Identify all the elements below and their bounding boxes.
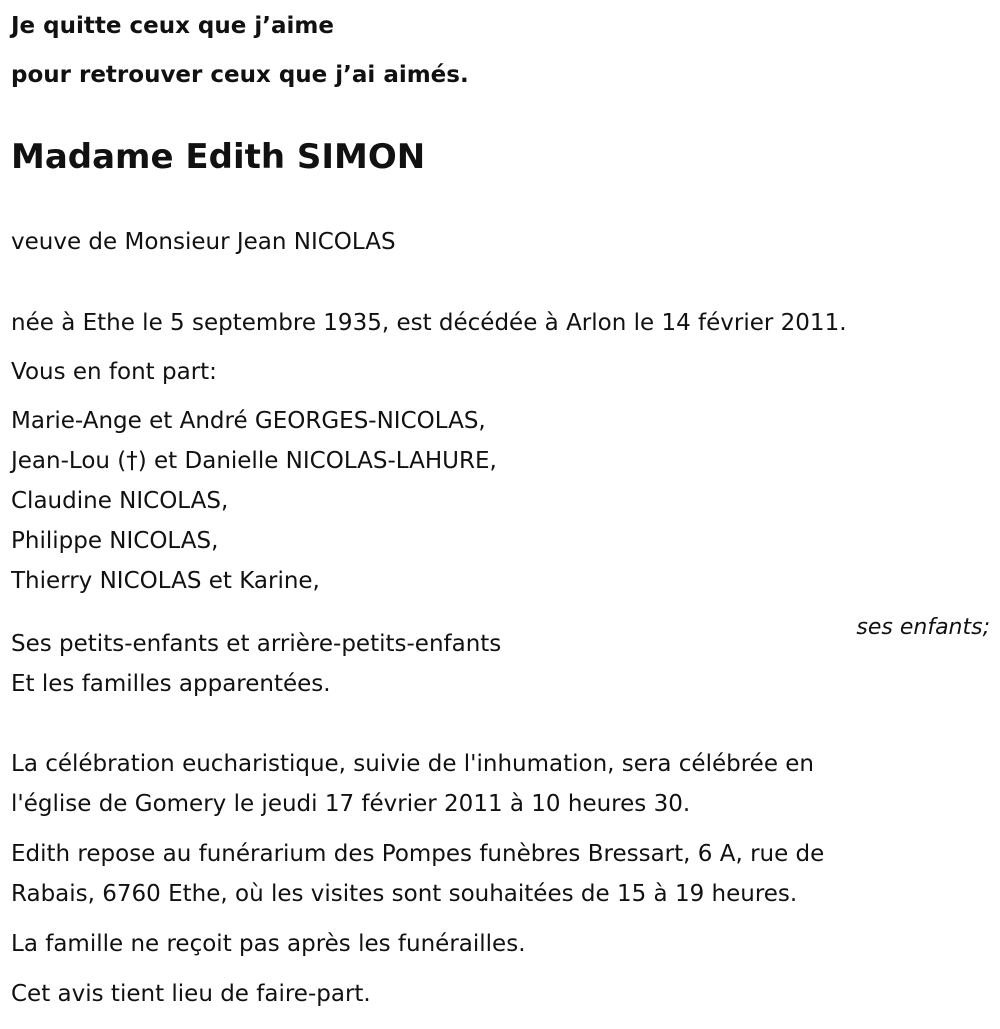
birth-death-line: née à Ethe le 5 septembre 1935, est décédée à Arlon le 14 février 2011.	[11, 310, 847, 336]
child-line-3: Claudine NICOLAS,	[11, 488, 229, 514]
child-line-1: Marie-Ange et André GEORGES-NICOLAS,	[11, 408, 486, 434]
ceremony-line-1: La célébration eucharistique, suivie de l'inhumation, sera célébrée en	[11, 751, 815, 777]
quote-line-2: pour retrouver ceux que j’ai aimés.	[11, 62, 469, 88]
deceased-name: Madame Edith SIMON	[11, 137, 426, 177]
families-line: Et les familles apparentées.	[11, 671, 331, 697]
notice-line: Cet avis tient lieu de faire-part.	[11, 981, 371, 1007]
announcement-intro: Vous en font part:	[11, 359, 217, 385]
child-line-4: Philippe NICOLAS,	[11, 528, 219, 554]
no-reception-line: La famille ne reçoit pas après les funérailles.	[11, 931, 526, 957]
widow-of-line: veuve de Monsieur Jean NICOLAS	[11, 229, 396, 255]
ceremony-line-2: l'église de Gomery le jeudi 17 février 2011 à 10 heures 30.	[11, 791, 691, 817]
grandchildren-line: Ses petits-enfants et arrière-petits-enfants	[11, 631, 502, 657]
visit-line-2: Rabais, 6760 Ethe, où les visites sont souhaitées de 15 à 19 heures.	[11, 881, 798, 907]
child-line-5: Thierry NICOLAS et Karine,	[11, 568, 320, 594]
children-label: ses enfants;	[856, 615, 990, 640]
child-line-2: Jean-Lou (†) et Danielle NICOLAS-LAHURE,	[11, 448, 497, 474]
visit-line-1: Edith repose au funérarium des Pompes funèbres Bressart, 6 A, rue de	[11, 841, 825, 867]
quote-line-1: Je quitte ceux que j’aime	[11, 13, 334, 39]
